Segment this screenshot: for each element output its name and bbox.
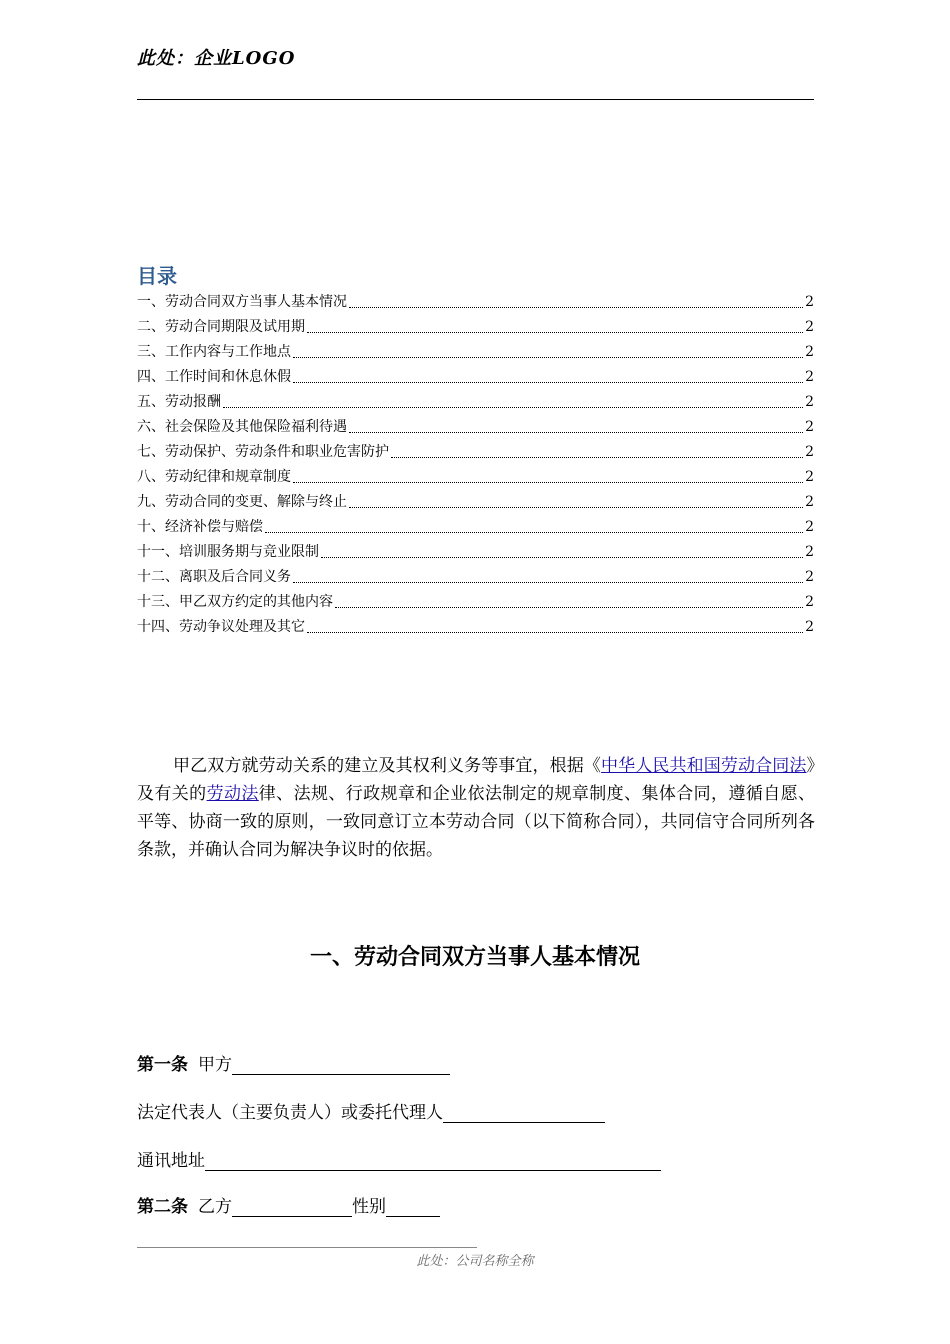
- article-2-label: 第二条: [137, 1197, 188, 1217]
- toc-entry[interactable]: [137, 415, 814, 440]
- toc-entry-label: 二、劳动合同期限及试用期: [137, 319, 305, 335]
- toc-entry-label: 十四、劳动争议处理及其它: [137, 619, 305, 635]
- toc-leader-dots: [223, 407, 803, 408]
- company-logo-placeholder: 此处：企业LOGO: [137, 48, 296, 69]
- toc-entry-label: 三、工作内容与工作地点: [137, 344, 291, 360]
- toc-entry[interactable]: [137, 540, 814, 565]
- party-b-row: [137, 1192, 440, 1217]
- toc-leader-dots: [335, 607, 803, 608]
- intro-paragraph: [137, 752, 815, 864]
- toc-leader-dots: [349, 432, 803, 433]
- address-label: 通讯地址: [137, 1151, 205, 1171]
- toc-leader-dots: [391, 457, 803, 458]
- toc-entry[interactable]: [137, 515, 814, 540]
- header-divider: [137, 99, 814, 100]
- toc-leader-dots: [293, 382, 803, 383]
- toc-entry[interactable]: [137, 590, 814, 615]
- intro-text-3: 律、法规、行政规章和企业依法制定的规章制度、集体合同，遵循自愿、平等、协商一致的原则，一致同意订立本劳动合同（以下简称合同），共同信守合同所列各条款，并确认合同为解决争议时的依据。: [137, 784, 816, 860]
- footer-divider: [137, 1247, 477, 1248]
- toc-entry[interactable]: [137, 565, 814, 590]
- toc-leader-dots: [293, 482, 803, 483]
- toc-entry-page: 2: [805, 544, 814, 560]
- toc-entry-label: 一、劳动合同双方当事人基本情况: [137, 294, 347, 310]
- gender-label: 性别: [352, 1197, 386, 1217]
- toc-entry-page: 2: [805, 419, 814, 435]
- toc-leader-dots: [307, 632, 803, 633]
- legal-rep-field[interactable]: [443, 1104, 605, 1123]
- toc-entry-page: 2: [805, 569, 814, 585]
- toc-entry-page: 2: [805, 344, 814, 360]
- toc-entry-label: 八、劳动纪律和规章制度: [137, 469, 291, 485]
- address-field[interactable]: [205, 1152, 661, 1171]
- toc-entry[interactable]: [137, 465, 814, 490]
- toc-leader-dots: [349, 307, 803, 308]
- footer-company-name: 此处：公司名称全称: [416, 1254, 534, 1269]
- party-b-field[interactable]: [232, 1198, 352, 1217]
- party-a-field[interactable]: [232, 1056, 450, 1075]
- toc-entry-label: 十一、培训服务期与竞业限制: [137, 544, 319, 560]
- party-a-label: 甲方: [198, 1055, 232, 1075]
- table-of-contents: [137, 290, 814, 640]
- party-b-label: 乙方: [198, 1197, 232, 1217]
- toc-leader-dots: [321, 557, 803, 558]
- toc-entry[interactable]: [137, 390, 814, 415]
- toc-entry[interactable]: [137, 440, 814, 465]
- party-a-row: [137, 1050, 450, 1075]
- toc-entry-label: 十二、离职及后合同义务: [137, 569, 291, 585]
- toc-entry-page: 2: [805, 619, 814, 635]
- toc-leader-dots: [265, 532, 803, 533]
- article-1-label: 第一条: [137, 1055, 188, 1075]
- toc-entry-label: 五、劳动报酬: [137, 394, 221, 410]
- toc-entry-label: 七、劳动保护、劳动条件和职业危害防护: [137, 444, 389, 460]
- toc-entry-page: 2: [805, 494, 814, 510]
- legal-rep-row: [137, 1098, 605, 1123]
- toc-entry[interactable]: [137, 615, 814, 640]
- toc-entry-page: 2: [805, 319, 814, 335]
- legal-rep-label: 法定代表人（主要负责人）或委托代理人: [137, 1103, 443, 1123]
- toc-entry-label: 六、社会保险及其他保险福利待遇: [137, 419, 347, 435]
- toc-entry-label: 九、劳动合同的变更、解除与终止: [137, 494, 347, 510]
- intro-text-2: 》及有关的: [137, 756, 816, 804]
- toc-leader-dots: [293, 582, 803, 583]
- address-row: [137, 1146, 661, 1171]
- toc-entry[interactable]: [137, 365, 814, 390]
- toc-leader-dots: [293, 357, 803, 358]
- toc-title: 目录: [137, 264, 177, 288]
- toc-entry-page: 2: [805, 394, 814, 410]
- section-heading: 一、劳动合同双方当事人基本情况: [309, 945, 640, 970]
- toc-entry-page: 2: [805, 519, 814, 535]
- toc-entry-page: 2: [805, 369, 814, 385]
- toc-entry[interactable]: [137, 490, 814, 515]
- toc-entry-page: 2: [805, 444, 814, 460]
- labor-law-link[interactable]: 劳动法: [206, 784, 259, 804]
- toc-entry-label: 四、工作时间和休息休假: [137, 369, 291, 385]
- toc-leader-dots: [307, 332, 803, 333]
- gender-field[interactable]: [386, 1198, 440, 1217]
- toc-entry-page: 2: [805, 469, 814, 485]
- toc-leader-dots: [349, 507, 803, 508]
- toc-entry-label: 十三、甲乙双方约定的其他内容: [137, 594, 333, 610]
- intro-text-1: 甲乙双方就劳动关系的建立及其权利义务等事宜，根据《: [173, 756, 602, 776]
- toc-entry[interactable]: [137, 290, 814, 315]
- toc-entry[interactable]: [137, 315, 814, 340]
- toc-entry[interactable]: [137, 340, 814, 365]
- toc-entry-label: 十、经济补偿与赔偿: [137, 519, 263, 535]
- toc-entry-page: 2: [805, 594, 814, 610]
- toc-entry-page: 2: [805, 294, 814, 310]
- labor-contract-law-link[interactable]: 中华人民共和国劳动合同法: [601, 756, 807, 776]
